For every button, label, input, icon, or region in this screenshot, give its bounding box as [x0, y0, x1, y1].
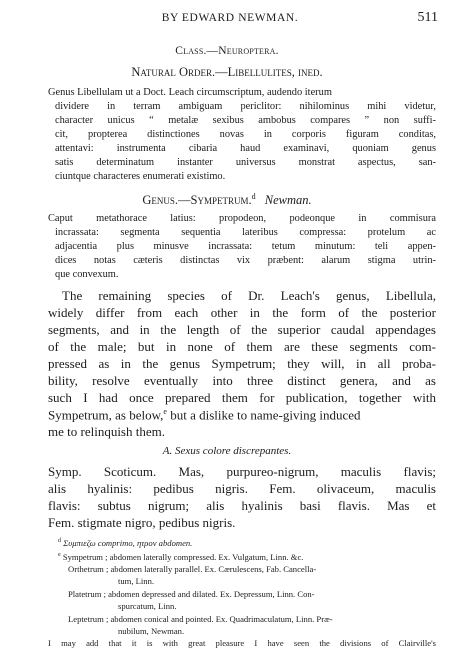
description-line: dices notas cæteris distinctas vix præbent: alarum stigma utrin-	[55, 255, 436, 266]
paragraph-line: ciuntque characteres enumerati existimo.	[55, 171, 226, 182]
footnote-e-line	[58, 552, 303, 561]
footnote-d-text: Συμπιεζω comprimo, ητρον abdomen.	[63, 537, 193, 548]
footnote-e-text: Sympetrum ; abdomen laterally compressed. Ex. Vulgatum, Linn. &c.	[62, 551, 304, 562]
description-line: que convexum.	[55, 269, 119, 280]
main-line: such I had once prepared them for publication, together with	[48, 390, 436, 405]
footnote-d-marker: d	[58, 538, 61, 544]
page-number: 511	[417, 10, 438, 25]
description-line: adjacentia plus minusve incrassata: tetum minutum: teli appen-	[55, 241, 436, 252]
paragraph-line: attentavi: instrumenta cibaria haud examinavi, quoniam genus	[55, 143, 436, 154]
paragraph-line: cit, propterea distinctiones novas in corporis figuram conditas,	[55, 129, 436, 140]
running-header-title: BY EDWARD NEWMAN.	[161, 12, 299, 24]
description-line: Caput metathorace latius: propodeon, podeonque in commisura	[48, 213, 436, 224]
main-line-end: but a dislike to name-giving induced	[166, 407, 361, 423]
main-line: The remaining species of Dr. Leach's genus, Libellula,	[62, 288, 436, 303]
species-line: Fem. stigmate nigro, pedibus nigris.	[48, 515, 236, 530]
genus-sympetrum-author: Newman.	[264, 193, 312, 208]
footnote-ref-d: d	[251, 192, 256, 201]
footnote-e-line: spurcatum, Linn.	[118, 601, 177, 611]
paragraph-line: dividere in terram ambiguam periclitor: nihilominus mihi videtur,	[55, 101, 436, 112]
main-line: bility, resolve eventually into three distinct genera, and as	[48, 373, 436, 388]
main-line: pressed as in the genus Sympetrum; they will, in all proba-	[48, 356, 436, 371]
genus-sympetrum-heading	[0, 193, 454, 207]
genus-sympetrum-label: Genus.—Sympetrum.	[142, 193, 252, 208]
footnote-e-marker: e	[58, 552, 61, 558]
description-line: incrassata: segmenta sequentia lateribus compressa: protelum ac	[55, 227, 436, 238]
footnote-e-line: Leptetrum ; abdomen conical and pointed. Ex. Quadrimaculatum, Linn. Præ-	[68, 614, 333, 624]
species-line: flavis: subtus nigrum; alis hyalinis basi flavis. Mas et	[48, 498, 436, 513]
species-line: alis hyalinis: pedibus nigris. Fem. olivaceum, maculis	[48, 481, 436, 496]
footnote-e-line: Platetrum ; abdomen depressed and dilated. Ex. Depressum, Linn. Con-	[68, 589, 315, 599]
section-a-heading: A. Sexus colore discrepantes.	[162, 445, 292, 457]
paragraph-line: character unicus “ metalæ sexibus ambobus compares ” non suffi-	[55, 115, 436, 126]
paragraph-line: Genus Libellulam ut a Doct. Leach circumscriptum, audendo iterum	[48, 87, 332, 98]
main-line: widely differ from each other in the form of the posterior	[48, 305, 436, 320]
footnote-e-line: Orthetrum ; abdomen laterally parallel. Ex. Cærulescens, Fab. Cancella-	[68, 564, 317, 574]
footnote-e-line: tum, Linn.	[118, 576, 155, 586]
main-line: of the male; but in none of them are these segments com-	[48, 339, 436, 354]
footnote-ref-e: e	[163, 407, 167, 416]
main-line: segments, and in the length of the superior caudal appendages	[48, 322, 436, 337]
species-line: Symp. Scoticum. Mas, purpureo-nigrum, maculis flavis;	[48, 464, 436, 479]
class-heading: Class.—Neuroptera.	[175, 45, 279, 57]
main-line: me to relinquish them.	[48, 424, 165, 439]
closing-note-line: I may add that it is with great pleasure I have seen the divisions of Clairville's	[48, 638, 436, 648]
footnote-d	[58, 538, 192, 547]
main-line	[48, 408, 436, 421]
order-heading-text: Natural Order.—Libellulites, ined.	[131, 65, 323, 79]
paragraph-line: satis determinatum instanter universus monstrat aspectus, san-	[55, 157, 436, 168]
order-heading	[0, 66, 454, 79]
footnote-e-line: nubilum, Newman.	[118, 626, 185, 636]
main-line-start: Sympetrum, as below,	[48, 407, 164, 423]
